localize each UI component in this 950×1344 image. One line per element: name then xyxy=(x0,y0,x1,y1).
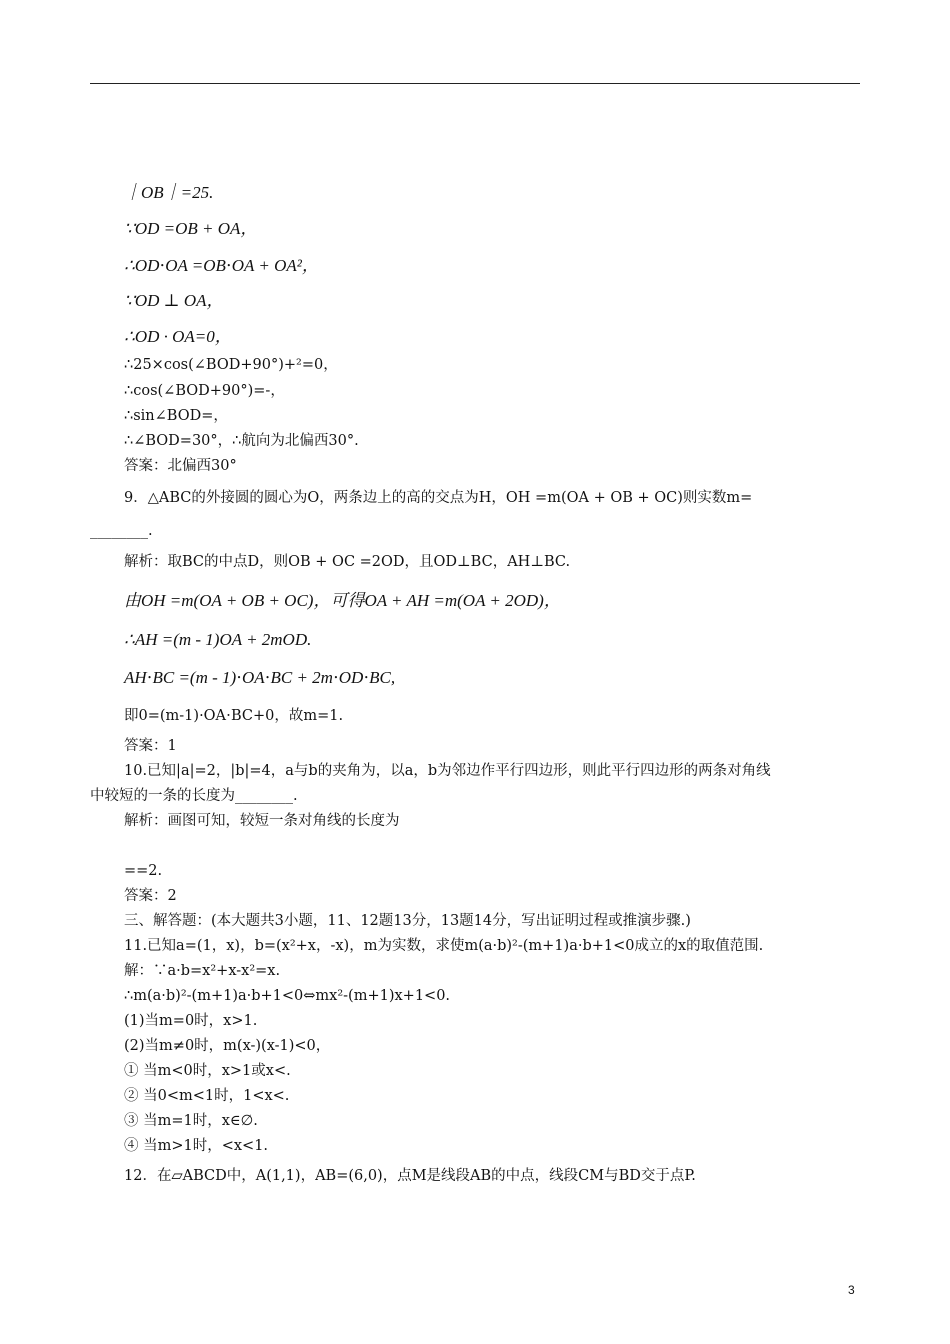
text-line: 答案：1 xyxy=(124,738,177,754)
text-line: 解：∵a·b=x²+x-x²=x. xyxy=(124,963,281,979)
text-line: 中较短的一条的长度为________. xyxy=(90,788,298,804)
text-line: 由OH =m(OA + OB + OC)，可得OA + AH =m(OA + 2OD)， xyxy=(124,591,561,610)
text-line: 10.已知|a|=2，|b|=4，a与b的夹角为，以a，b为邻边作平行四边形，则此平行四边形的两条对角线 xyxy=(124,763,771,779)
text-line: ∴25×cos(∠BOD+90°)+²=0， xyxy=(124,357,338,373)
page-number: 3 xyxy=(848,1283,855,1297)
text-line: ∴cos(∠BOD+90°)=-， xyxy=(124,383,285,399)
text-line: ① 当m<0时，x>1或x<. xyxy=(124,1063,291,1079)
text-line: ∵OD =OB + OA， xyxy=(124,219,258,238)
text-line: ∴sin∠BOD=， xyxy=(124,408,228,424)
text-line: ③ 当m=1时，x∈∅. xyxy=(124,1113,258,1129)
header-rule xyxy=(90,83,860,84)
text-line: 11.已知a=(1，x)，b=(x²+x，-x)，m为实数，求使m(a·b)²-(m+1)a·b+1<0成立的x的取值范围. xyxy=(124,938,764,954)
text-line: ________. xyxy=(90,523,153,539)
text-line: ∴∠BOD=30°，∴航向为北偏西30°. xyxy=(124,433,359,449)
text-line: ｜OB｜=25. xyxy=(124,183,214,202)
text-line: 答案：北偏西30° xyxy=(124,458,237,474)
text-line: 答案：2 xyxy=(124,888,177,904)
text-line: (1)当m=0时，x>1. xyxy=(124,1013,258,1029)
text-line: ② 当0<m<1时，1<x<. xyxy=(124,1088,290,1104)
text-line: ∴OD · OA=0， xyxy=(124,327,232,346)
text-line: ==2. xyxy=(124,863,163,879)
text-line: ∴OD⋅OA =OB⋅OA + OA²， xyxy=(124,256,319,275)
text-line: ∴AH =(m - 1)OA + 2mOD. xyxy=(124,630,312,649)
text-line: 即0=(m-1)·OA⋅BC+0，故m=1. xyxy=(124,708,344,724)
text-line: ∴m(a·b)²-(m+1)a·b+1<0⇔mx²-(m+1)x+1<0. xyxy=(124,988,451,1004)
text-line: ④ 当m>1时，<x<1. xyxy=(124,1138,269,1154)
text-line: (2)当m≠0时，m(x-)(x-1)<0， xyxy=(124,1038,331,1054)
text-line: AH⋅BC =(m - 1)⋅OA⋅BC + 2m⋅OD⋅BC, xyxy=(124,668,396,687)
text-line: 三、解答题：(本大题共3小题，11、12题13分，13题14分，写出证明过程或推演步骤.) xyxy=(124,913,691,929)
text-line: 解析：画图可知，较短一条对角线的长度为 xyxy=(124,813,400,829)
text-line: ∵OD ⊥ OA， xyxy=(124,291,224,310)
text-line: 解析：取BC的中点D，则OB + OC =2OD，且OD⊥BC，AH⊥BC. xyxy=(124,554,571,570)
text-line: 12．在▱ABCD中，A(1,1)，AB=(6,0)，点M是线段AB的中点，线段CM与BD交于点P. xyxy=(124,1168,696,1184)
text-line: 9．△ABC的外接圆的圆心为O，两条边上的高的交点为H，OH =m(OA + OB + OC)则实数m= xyxy=(124,490,753,506)
